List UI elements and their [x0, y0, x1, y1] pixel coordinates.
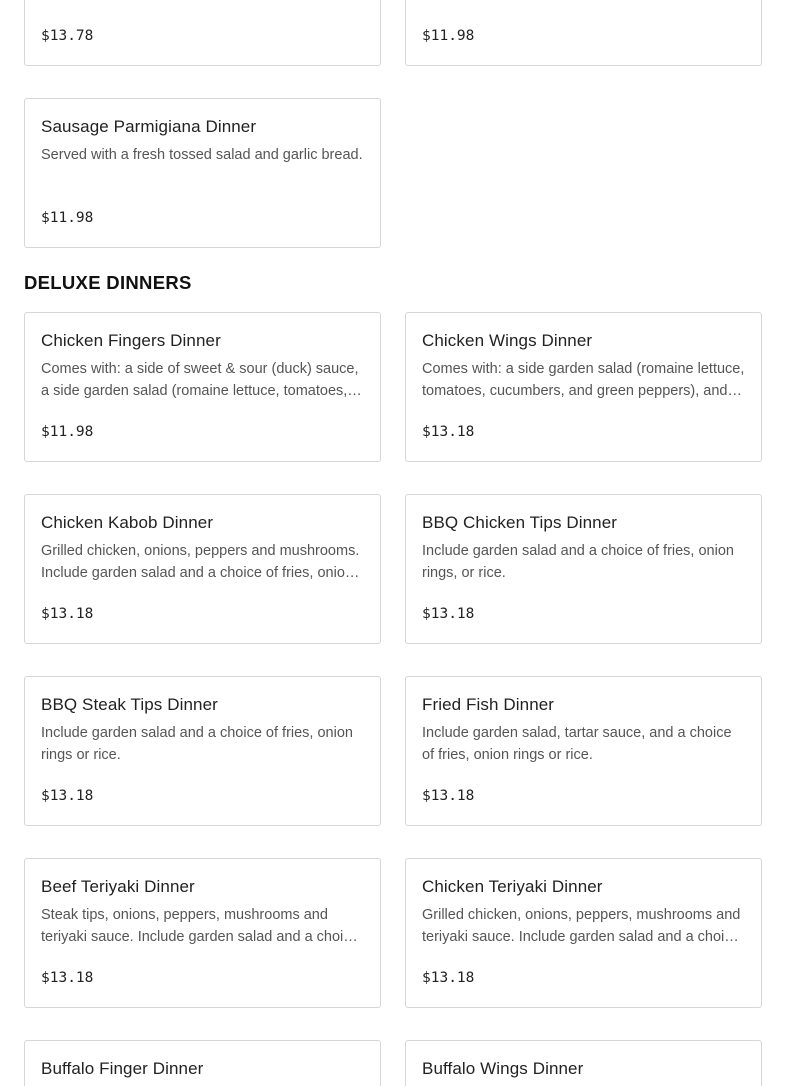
menu-item-card[interactable] — [24, 676, 381, 826]
menu-item-name: Chicken Fingers Dinner — [41, 331, 221, 350]
menu-item-description: Steak tips, onions, peppers, mushrooms and teriyaki sauce. Include garden salad and a choice — [41, 907, 359, 945]
menu-item-price: $13.18 — [422, 606, 475, 622]
menu-item-name: BBQ Steak Tips Dinner — [41, 695, 218, 714]
menu-item-price: $13.78 — [41, 28, 94, 44]
menu-item-card[interactable] — [24, 0, 381, 66]
menu-item-name: Chicken Kabob Dinner — [41, 513, 214, 532]
menu-item-card[interactable] — [405, 0, 762, 66]
menu-item-description: Grilled chicken, onions, peppers, mushrooms and teriyaki sauce. Include garden salad and a choice — [422, 907, 741, 945]
menu-item-description: Grilled chicken, onions, peppers and mushrooms. Include garden salad and a choice of fries, onion — [41, 543, 360, 581]
menu-item-card[interactable] — [24, 494, 381, 644]
menu-item-price: $13.18 — [422, 788, 475, 804]
menu-item-card[interactable] — [405, 676, 762, 826]
menu-item-name: Beef Teriyaki Dinner — [41, 877, 195, 896]
menu-item-price: $13.18 — [41, 788, 94, 804]
menu-item-name: Chicken Teriyaki Dinner — [422, 877, 603, 896]
menu-item-card[interactable] — [405, 858, 762, 1008]
menu-item-name: Sausage Parmigiana Dinner — [41, 117, 257, 136]
menu-item-name: Buffalo Wings Dinner — [422, 1059, 584, 1078]
menu-item-description: Comes with: a side of sweet & sour (duck) sauce, a side garden salad (romaine lettuce, tomatoes, — [41, 361, 359, 399]
menu-item-price: $13.18 — [422, 970, 475, 986]
menu-item-description: Served with a fresh tossed salad and garlic bread. — [41, 147, 363, 163]
menu-item-description: Include garden salad and a choice of fries, onion rings, or rice. — [422, 543, 734, 581]
menu-item-name: Buffalo Finger Dinner — [41, 1059, 204, 1078]
menu-item-price: $13.18 — [41, 970, 94, 986]
menu-item-description: Comes with: a side garden salad (romaine lettuce, tomatoes, cucumbers, and green peppers), and a — [422, 361, 745, 399]
menu-item-description: Include garden salad and a choice of fries, onion rings or rice. — [41, 725, 353, 763]
menu-item-name: BBQ Chicken Tips Dinner — [422, 513, 618, 532]
menu-item-card[interactable] — [405, 494, 762, 644]
menu-item-card[interactable] — [24, 98, 381, 248]
menu-item-name: Chicken Wings Dinner — [422, 331, 593, 350]
section-title: DELUXE DINNERS — [24, 272, 192, 293]
menu-item-card[interactable] — [24, 1040, 381, 1086]
menu-item-card[interactable] — [24, 312, 381, 462]
menu-item-description: Include garden salad, tartar sauce, and a choice of fries, onion rings or rice. — [422, 725, 732, 763]
menu-item-card[interactable] — [405, 312, 762, 462]
menu-item-price: $13.18 — [41, 606, 94, 622]
menu-item-card[interactable] — [24, 858, 381, 1008]
menu-item-card[interactable] — [405, 1040, 762, 1086]
menu-item-price: $13.18 — [422, 424, 475, 440]
menu-item-price: $11.98 — [41, 210, 94, 226]
menu-item-price: $11.98 — [41, 424, 94, 440]
menu-item-price: $11.98 — [422, 28, 475, 44]
menu-item-name: Fried Fish Dinner — [422, 695, 555, 714]
